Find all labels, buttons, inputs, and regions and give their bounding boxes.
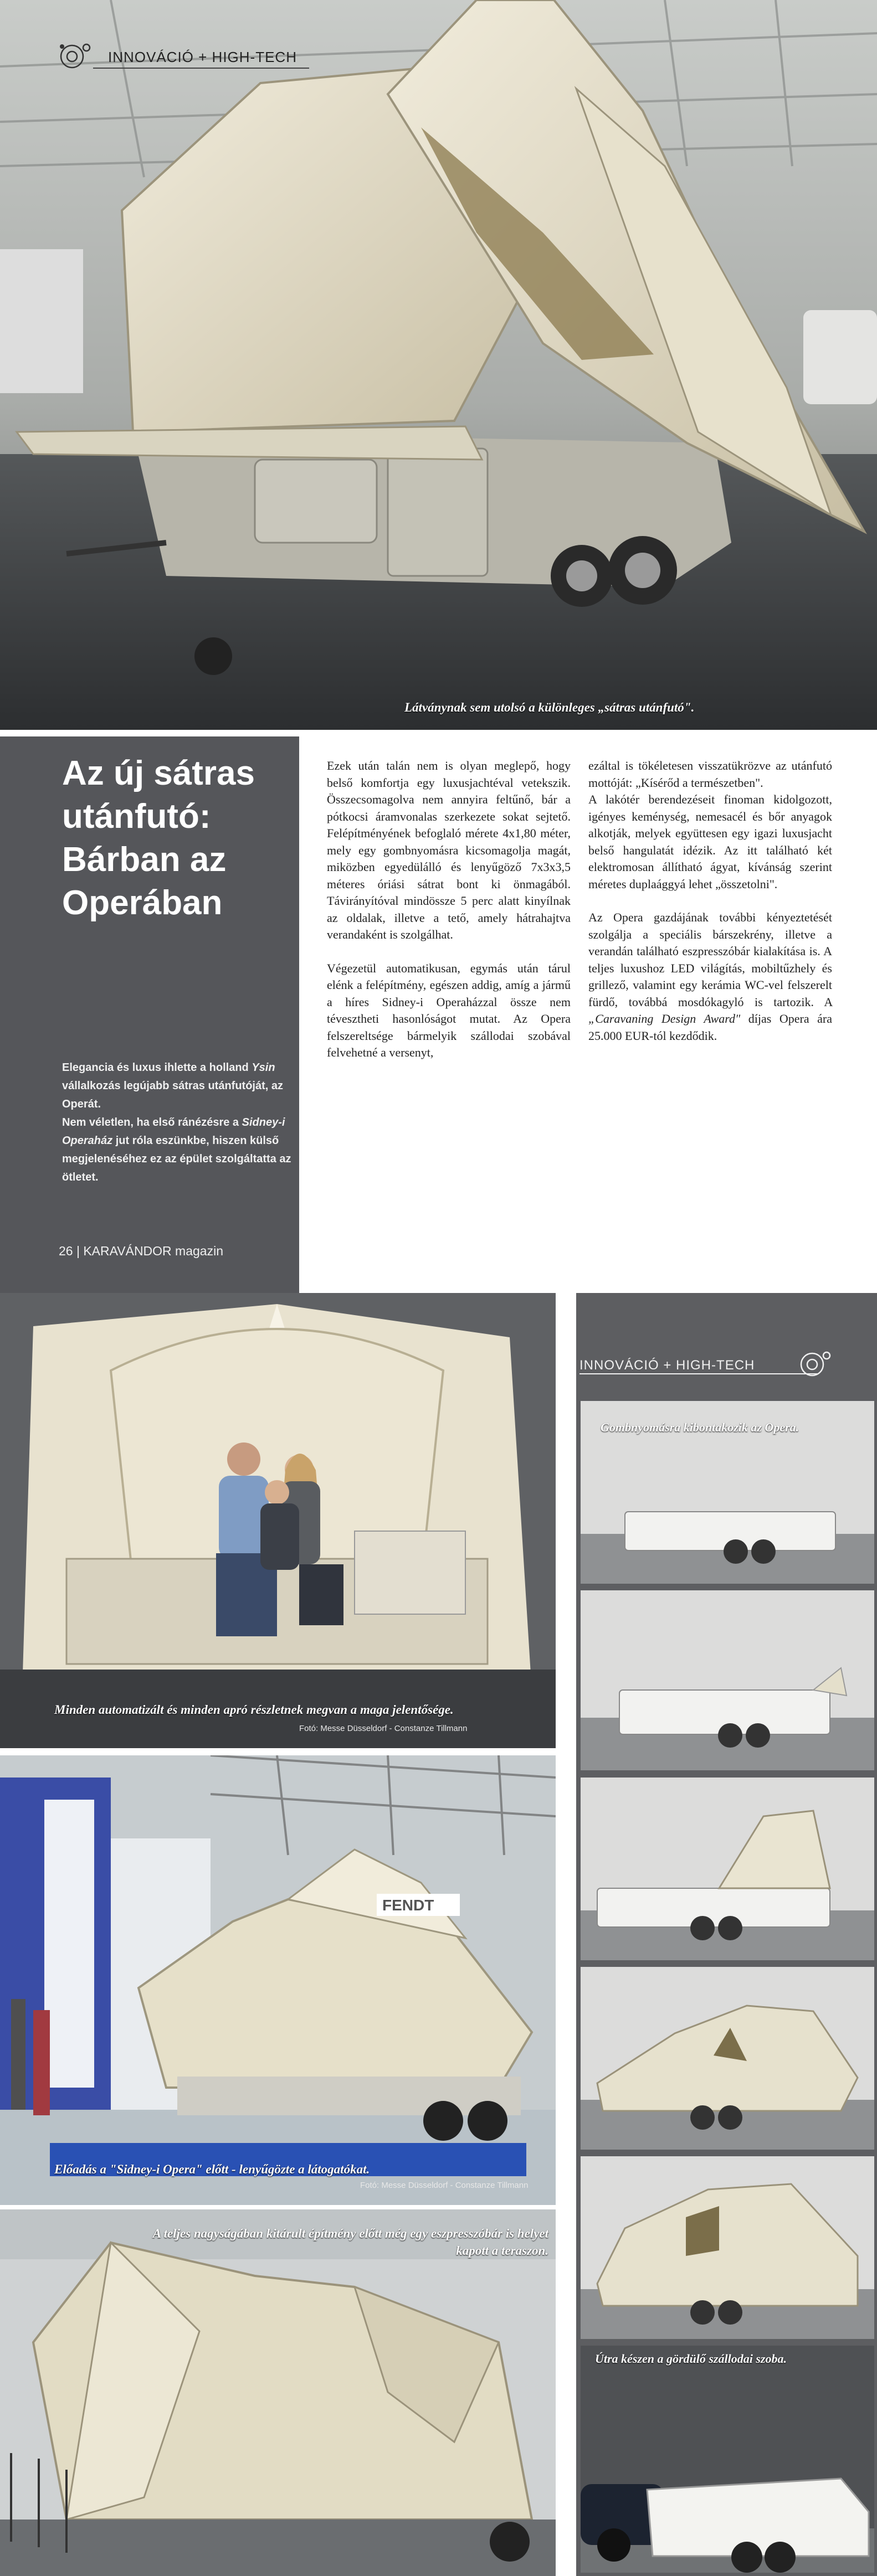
step-image-3 (581, 1778, 874, 1960)
step-photo-1 (581, 1401, 874, 1584)
espresso-image (0, 2209, 556, 2576)
interior-credit: Fotó: Messe Düsseldorf - Constanze Tillmann (299, 1724, 468, 1733)
step-top-caption: Gombnyomásra kibontakozik az Opera. (601, 1420, 799, 1434)
section-tag-top: INNOVÁCIÓ + HIGH-TECH (108, 49, 297, 65)
lead-text-2-rest: jut róla eszünkbe, hiszen külső megjelenéséhez ez az épület szolgáltatta az ötletet. (62, 1135, 291, 1183)
article-lead (62, 1059, 295, 1187)
hero-photo (0, 0, 877, 730)
col1-paragraph-1: Ezek után talán nem is olyan meglepő, hogy belső komfortja egy luxusjachtéval vetekszik. Összecsomagolva nem annyira feltűnő, bár a pótkocsi áramvonalas szerkezete sokat sejtető. Felépítményének befoglaló mérete 4x1,80 méter, mely egy gombnyomásra kicsomagolja magát, miközben egyedülálló és lenyűgöző 7x3x3,5 méteres óriási sátrat bont ki önmagából. Távirányítóval mindössze 5 perc alatt kinyílnak az oldalak, illetve a tető, amely hátrahajtva verandaként is szolgálhat. (327, 759, 571, 941)
step-photo-6 (581, 2346, 874, 2573)
section-rule-strip (579, 1373, 818, 1374)
molecule-logo-icon (55, 40, 94, 73)
interior-image (0, 1293, 556, 1748)
col2-paragraph-1: ezáltal is tökéletesen visszatükrözve az utánfutó mottóját: „Kísérőd a természetben". (588, 759, 832, 790)
section-tag-strip: INNOVÁCIÓ + HIGH-TECH (579, 1358, 755, 1373)
step-image-4 (581, 1967, 874, 2150)
espresso-photo (0, 2209, 556, 2576)
interior-photo (0, 1293, 556, 1748)
article-title: Az új sátras utánfutó: Bárban az Operában (62, 754, 255, 922)
step-image-5 (581, 2156, 874, 2339)
hero-caption: Látványnak sem utolsó a különleges „sátras utánfutó". (404, 700, 695, 714)
lead-text-2: Nem véletlen, ha első ránézésre a (62, 1116, 239, 1129)
hero-image (0, 0, 877, 730)
step-photo-3 (581, 1778, 874, 1960)
step-photo-5 (581, 2156, 874, 2339)
lead-text-1-rest: vállalkozás legújabb sátras utánfutóját, az Operát. (62, 1080, 284, 1110)
section-rule-top (93, 68, 309, 69)
hall-photo (0, 1755, 556, 2205)
page-footer: 26 | KARAVÁNDOR magazin (59, 1244, 223, 1258)
espresso-caption: A teljes nagyságában kitárult építmény előtt még egy eszpresszóbár is helyet kapott a teraszon. (152, 2227, 548, 2258)
step-bottom-caption: Útra készen a gördülő szállodai szoba. (595, 2352, 787, 2366)
col2-paragraph-2: A lakótér berendezéseit finoman kidolgozott, igényes keménység, nemesacél és bőr anyagok alkotják, melyek együttesen egy igazi luxusjacht belső hangulatát idézik. Az itt található két elektromosan állítható ágyat, kívánság szerint méretes duplaággyá lehet „összetolni". (588, 792, 832, 891)
lead-name-1: Ysin (252, 1062, 275, 1074)
step-image-2 (581, 1590, 874, 1770)
interior-caption: Minden automatizált és minden apró részletnek megvan a maga jelentősége. (54, 1703, 454, 1717)
step-image-6 (581, 2346, 874, 2573)
hall-image (0, 1755, 556, 2205)
text-column-2 (588, 758, 832, 1061)
fendt-sign: FENDT (382, 1897, 434, 1914)
step-photo-4 (581, 1967, 874, 2150)
molecule-strip-icon (796, 1348, 834, 1381)
award-name: „Caravaning Design Award" (588, 1012, 741, 1026)
col2-text-3b: díjas Opera ára 25.000 EUR-tól kezdődik. (588, 1012, 832, 1043)
col1-paragraph-2: Végezetül automatikusan, egymás után tárul elénk a felépítmény, egészen addig, amíg a jármű a híres Sidney-i Operaházzal össze nem tévesztheti hasonlóságot mutat. Az Opera felszereltsége bármelyik szállodai szobával felvehetné a versenyt, (327, 961, 571, 1059)
hall-credit: Fotó: Messe Düsseldorf - Constanze Tillmann (360, 2181, 529, 2190)
hall-caption: Előadás a "Sidney-i Opera" előtt - lenyűgözte a látogatókat. (54, 2162, 370, 2176)
lead-name-2: Sidney-i Operaház (62, 1116, 285, 1147)
col2-paragraph-3 (588, 909, 832, 1044)
lead-text-1: Elegancia és luxus ihlette a holland (62, 1062, 249, 1074)
col2-text-3a: Az Opera gazdájának további kényeztetését szolgálja a speciális bárszekrény, illetve a verandán található eszpresszóbár kialakítása is. A teljes luxushoz LED világítás, mobiltűzhely és grillező, valamint egy kerámia WC-vel felszerelt fürdő, továbbá mosdókagyló is tartozik. A (588, 910, 832, 1009)
step-photo-2 (581, 1590, 874, 1770)
text-column-1 (327, 758, 571, 1078)
